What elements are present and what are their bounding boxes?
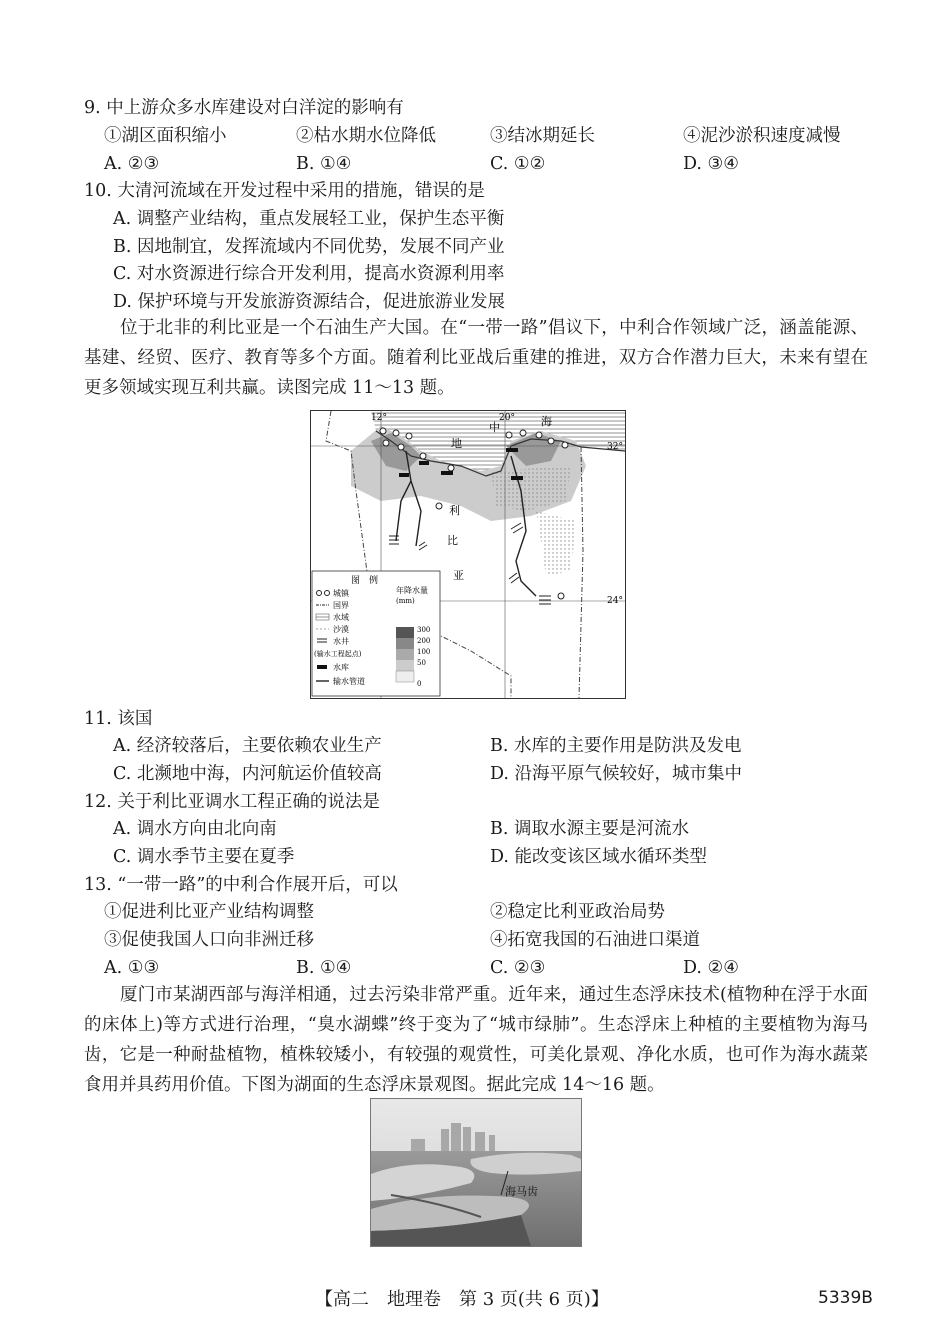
q13-item-2: ②稳定比利亚政治局势 — [490, 902, 665, 922]
sea-label-1: 地 — [451, 437, 462, 450]
q12-choice-c: C. 调水季节主要在夏季 — [113, 847, 295, 867]
q9-item-3: ③结冰期延长 — [490, 126, 595, 146]
legend-well-note: (输水工程起点) — [314, 650, 362, 658]
libya-map — [310, 410, 626, 699]
passage-libya: 位于北非的利比亚是一个石油生产大国。在“一带一路”倡议下，中利合作领域广泛，涵盖能源、基建、经贸、医疗、教育等多个方面。随着利比亚战后重建的推进，双方合作潜力巨大，未来有望在更多领域实现互利共赢。读图完成 11～13 题。 — [84, 318, 868, 398]
q10-choice-a: A. 调整产业结构，重点发展轻工业，保护生态平衡 — [113, 209, 505, 229]
q10-stem: 10. 大清河流域在开发过程中采用的措施，错误的是 — [84, 181, 485, 201]
rain-300: 300 — [417, 626, 431, 634]
legend-title: 图 例 — [351, 576, 379, 586]
lat-24-label: 24° — [607, 596, 623, 606]
floating-bed-illustration — [371, 1099, 581, 1246]
legend-reservoir: 水库 — [333, 663, 349, 672]
page-footer: 【高二 地理卷 第 3 页(共 6 页)】 — [315, 1289, 609, 1310]
legend-water: 水域 — [333, 613, 349, 622]
q11-choice-c: C. 北濒地中海，内河航运价值较高 — [113, 764, 382, 784]
rain-0: 0 — [417, 680, 422, 688]
q13-item-4: ④拓宽我国的石油进口渠道 — [490, 930, 700, 950]
q13-choice-d: D. ②④ — [683, 958, 739, 978]
lon-20-label: 20° — [499, 413, 515, 423]
lat-32-label: 32° — [607, 442, 623, 452]
q10-choice-d: D. 保护环境与开发旅游资源结合，促进旅游业发展 — [113, 292, 506, 312]
paper-code: 5339B — [818, 1288, 873, 1308]
legend-well: 水井 — [333, 637, 349, 646]
q9-choice-a: A. ②③ — [104, 154, 160, 174]
q9-item-4: ④泥沙淤积速度减慢 — [683, 126, 841, 146]
q11-stem: 11. 该国 — [84, 709, 153, 729]
country-label-3: 亚 — [453, 569, 464, 582]
q10-choice-b: B. 因地制宜，发挥流域内不同优势，发展不同产业 — [113, 237, 505, 257]
libya-map-figure — [311, 411, 625, 698]
q9-item-2: ②枯水期水位降低 — [296, 126, 436, 146]
q9-item-1: ①湖区面积缩小 — [104, 126, 227, 146]
q13-item-1: ①促进利比亚产业结构调整 — [104, 902, 314, 922]
floating-bed-photo — [370, 1098, 582, 1247]
q12-choice-a: A. 调水方向由北向南 — [113, 819, 277, 839]
q11-choice-b: B. 水库的主要作用是防洪及发电 — [490, 736, 742, 756]
lon-12-label: 12° — [371, 413, 387, 423]
legend-pipeline: 输水管道 — [333, 677, 365, 686]
country-label-2: 比 — [447, 534, 458, 547]
legend-city: 城镇 — [333, 589, 349, 598]
q12-choice-b: B. 调取水源主要是河流水 — [490, 819, 689, 839]
sea-label-3: 海 — [541, 415, 552, 428]
legend-border: 国界 — [333, 601, 349, 610]
q11-choice-a: A. 经济较落后，主要依赖农业生产 — [113, 736, 382, 756]
legend-rain-title: 年降水量 — [396, 586, 428, 595]
q13-item-3: ③促使我国人口向非洲迁移 — [104, 930, 314, 950]
sea-label-2: 中 — [489, 421, 500, 434]
q9-stem: 9. 中上游众多水库建设对白洋淀的影响有 — [84, 98, 404, 118]
rain-100: 100 — [417, 648, 431, 656]
q10-choice-c: C. 对水资源进行综合开发利用，提高水资源利用率 — [113, 264, 505, 284]
rain-200: 200 — [417, 637, 431, 645]
q9-choice-b: B. ①④ — [296, 154, 352, 174]
q12-stem: 12. 关于利比亚调水工程正确的说法是 — [84, 792, 380, 812]
legend-rain-unit: (mm) — [396, 597, 415, 605]
q12-choice-d: D. 能改变该区域水循环类型 — [490, 847, 708, 867]
hamachi-label: 海马齿 — [505, 1185, 538, 1198]
q13-choice-b: B. ①④ — [296, 958, 352, 978]
country-label-1: 利 — [449, 504, 460, 517]
q13-stem: 13. “一带一路”的中利合作展开后，可以 — [84, 875, 398, 895]
legend-desert: 沙漠 — [333, 625, 349, 634]
q13-choice-c: C. ②③ — [490, 958, 546, 978]
q11-choice-d: D. 沿海平原气候较好，城市集中 — [490, 764, 743, 784]
q9-choice-d: D. ③④ — [683, 154, 739, 174]
passage-xiamen: 厦门市某湖西部与海洋相通，过去污染非常严重。近年来，通过生态浮床技术(植物种在浮于水面的床体上)等方式进行治理，“臭水湖蝶”终于变为了“城市绿肺”。生态浮床上种植的主要植物为海马齿，它是一种耐盐植物，植株较矮小，有较强的观赏性，可美化景观、净化水质，也可作为海水蔬菜食用并具药用价值。下图为湖面的生态浮床景观图。据此完成 14～16 题。 — [84, 985, 868, 1095]
q9-choice-c: C. ①② — [490, 154, 546, 174]
q13-choice-a: A. ①③ — [104, 958, 160, 978]
rain-50: 50 — [417, 659, 426, 667]
